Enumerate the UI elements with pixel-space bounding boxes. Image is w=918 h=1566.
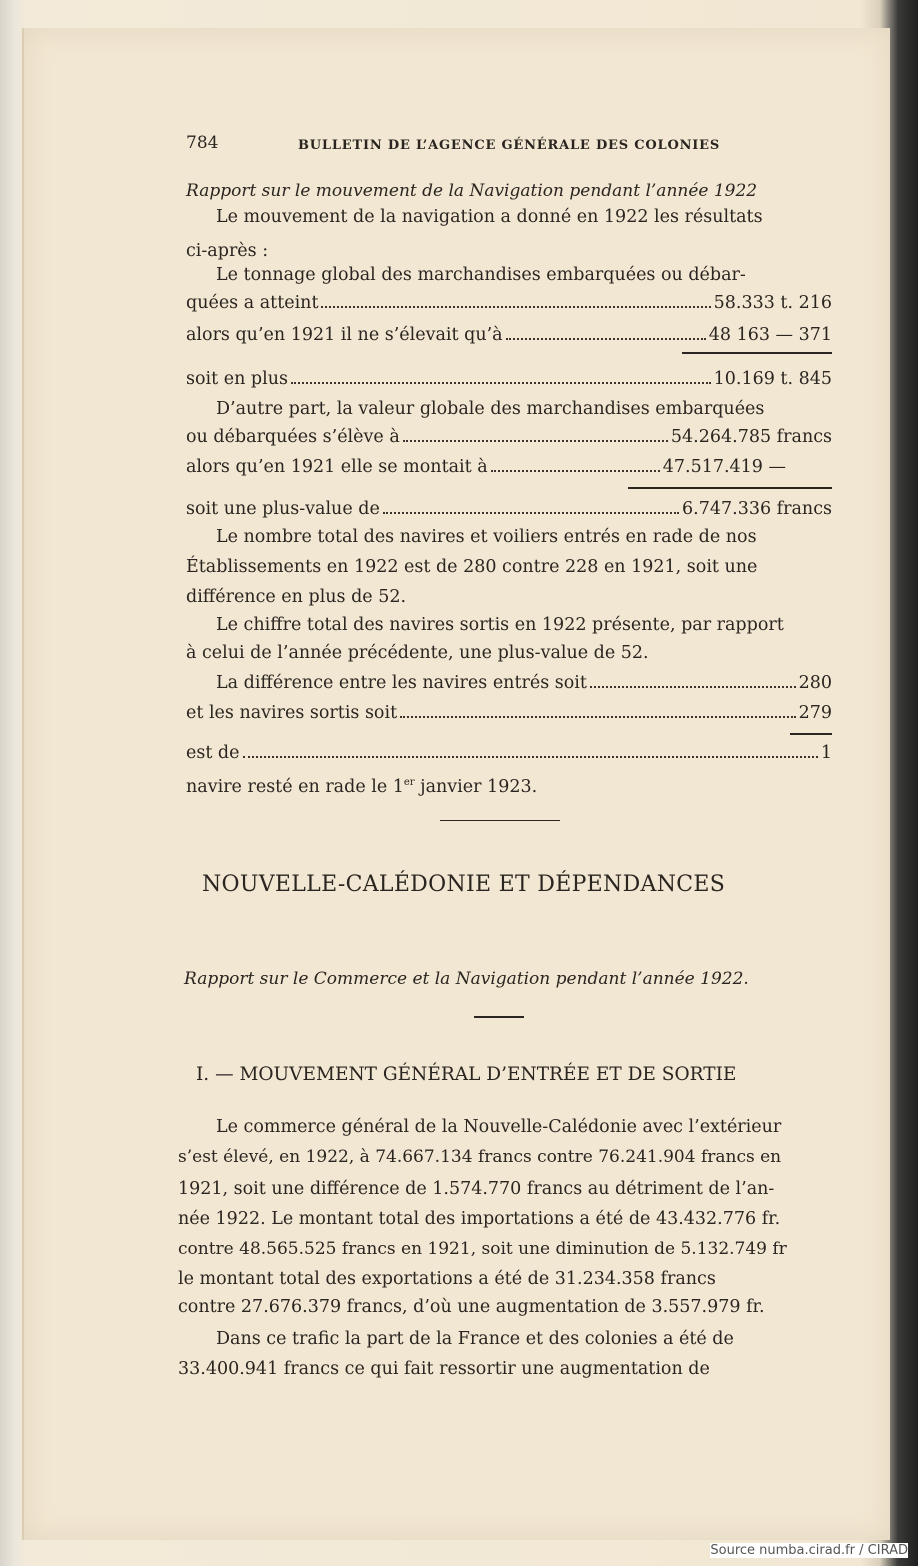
ships-row [216, 672, 832, 694]
body-line: Le nombre total des navires et voiliers entrés en rade de nos [216, 527, 757, 547]
section-divider [474, 1016, 524, 1018]
page-number: 784 [186, 133, 219, 153]
body-line: Le commerce général de la Nouvelle-Calédonie avec l’extérieur [216, 1117, 782, 1137]
row-label: alors qu’en 1921 il ne s’élevait qu’à [186, 325, 503, 345]
leader-dots [291, 381, 711, 384]
body-text: navire resté en rade le 1 [186, 776, 404, 797]
row-value: 58.333 t. 216 [713, 293, 832, 313]
sum-rule [628, 487, 832, 489]
superscript: er [403, 777, 415, 788]
sum-rule [682, 352, 832, 354]
body-line: Établissements en 1922 est de 280 contre 228 en 1921, soit une [186, 557, 758, 577]
row-label: ou débarquées s’élève à [186, 427, 400, 447]
body-line: s’est élevé, en 1922, à 74.667.134 francs contre 76.241.904 francs en [178, 1147, 782, 1167]
leader-dots [506, 337, 706, 340]
body-line: différence en plus de 52. [186, 587, 407, 607]
body-line: à celui de l’année précédente, une plus-value de 52. [186, 643, 649, 663]
tonnage-row [186, 292, 832, 314]
body-line: contre 27.676.379 francs, d’où une augmentation de 3.557.979 fr. [178, 1297, 765, 1317]
row-label: quées a atteint [186, 293, 319, 313]
leader-dots [321, 305, 710, 308]
row-value: 54.264.785 francs [670, 427, 832, 447]
tonnage-row [186, 368, 832, 390]
intro-line: ci-après : [186, 241, 269, 261]
row-value: 47.517.419 — [662, 457, 786, 477]
row-label: est de [186, 743, 240, 763]
sum-rule [790, 733, 832, 735]
row-value: 279 [798, 703, 832, 723]
row-value: 10.169 t. 845 [713, 369, 832, 389]
row-value: 1 [820, 743, 832, 763]
body-line [186, 772, 537, 798]
tonnage-line: Le tonnage global des marchandises embarquées ou débar- [216, 265, 746, 285]
source-footer: Source numba.cirad.fr / CIRAD [710, 1543, 908, 1558]
body-line: 33.400.941 francs ce qui fait ressortir une augmentation de [178, 1359, 710, 1379]
intro-line: Le mouvement de la navigation a donné en 1922 les résultats [216, 207, 763, 227]
leader-dots [383, 511, 679, 514]
value-row [186, 426, 832, 448]
ships-row [186, 742, 832, 764]
navigation-report-title: Rapport sur le mouvement de la Navigation pendant l’année 1922 [186, 181, 758, 201]
leader-dots [400, 715, 795, 718]
running-title: BULLETIN DE L’AGENCE GÉNÉRALE DES COLONIES [298, 138, 721, 153]
tonnage-row [186, 324, 832, 346]
value-row [186, 498, 832, 520]
leader-dots [243, 755, 818, 758]
body-line: contre 48.565.525 francs en 1921, soit une diminution de 5.132.749 fr [178, 1239, 787, 1259]
body-line: le montant total des exportations a été de 31.234.358 francs [178, 1269, 716, 1289]
row-value: 48 163 — 371 [708, 325, 832, 345]
row-value: 6.747.336 francs [682, 499, 832, 519]
ships-row [186, 702, 832, 724]
leader-dots [491, 469, 660, 472]
row-label: alors qu’en 1921 elle se montait à [186, 457, 488, 477]
row-label: La différence entre les navires entrés soit [216, 673, 587, 693]
body-line: Dans ce trafic la part de la France et des colonies a été de [216, 1329, 734, 1349]
row-label: soit une plus-value de [186, 499, 380, 519]
leader-dots [403, 439, 668, 442]
section-title: NOUVELLE-CALÉDONIE ET DÉPENDANCES [202, 872, 726, 897]
valeur-line: D’autre part, la valeur globale des marchandises embarquées [216, 399, 765, 419]
body-line: née 1922. Le montant total des importations a été de 43.432.776 fr. [178, 1209, 781, 1229]
body-text: janvier 1923. [414, 776, 538, 797]
body-line: 1921, soit une différence de 1.574.770 francs au détriment de l’an- [178, 1179, 775, 1199]
chapter-heading: I. — MOUVEMENT GÉNÉRAL D’ENTRÉE ET DE SORTIE [196, 1064, 737, 1085]
value-row [186, 456, 786, 478]
row-value: 280 [798, 673, 832, 693]
section-divider [440, 820, 560, 821]
row-label: soit en plus [186, 369, 288, 389]
row-label: et les navires sortis soit [186, 703, 398, 723]
leader-dots [590, 685, 796, 688]
body-line: Le chiffre total des navires sortis en 1922 présente, par rapport [216, 615, 784, 635]
section-subtitle: Rapport sur le Commerce et la Navigation pendant l’année 1922. [184, 969, 749, 989]
